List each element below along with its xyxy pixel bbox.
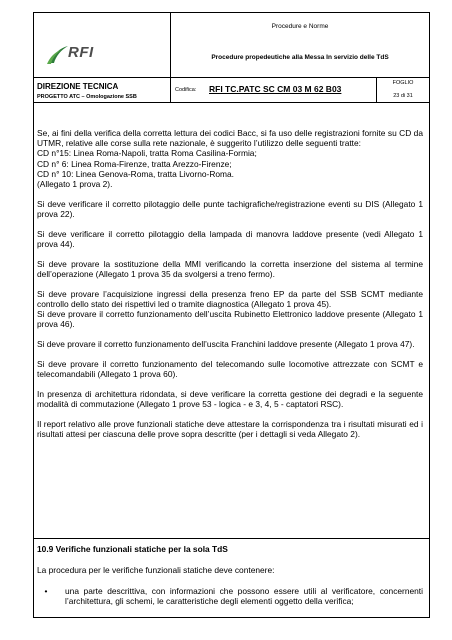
foglio-cell <box>376 77 430 103</box>
paragraph: Si deve verificare il corretto pilotaggio della lampada di manovra laddove presente (vedi Allegato 1 prova 44). <box>37 228 423 250</box>
direzione-cell <box>33 77 171 103</box>
direzione-title: DIREZIONE TECNICA <box>37 82 119 91</box>
paragraph: Si deve provare la sostituzione della MMI verificando la corretta inserzione del sistema al termine dell’operazione (Allegato 1 prova 35 da svolgersi a treno fermo). <box>37 258 423 280</box>
paragraph: CD n° 10: Linea Genova-Roma, tratta Livorno-Roma. <box>37 168 234 179</box>
list-item-text: una parte descrittiva, con informazioni che possono essere utili al verificatore, concernenti l’architettura, gli schemi, le caratteristiche degli elementi oggetto della verifica; <box>65 586 423 607</box>
logo-text: RFI <box>68 44 94 61</box>
procedure-label: Procedure e Norme <box>271 23 329 30</box>
paragraph: CD n°15: Linea Roma-Napoli, tratta Roma Casilina-Formia; <box>37 148 257 159</box>
section-intro: La procedura per le verifiche funzionali statiche deve contenere: <box>37 565 275 575</box>
paragraph: Si deve verificare il corretto pilotaggio delle punte tachigrafiche/registrazione eventi su DIS (Allegato 1 prova 22). <box>37 198 423 220</box>
paragraph: Si deve provare il corretto funzionamento del telecomando sulle locomotive attrezzate con SCMT e telecomandabili (Allegato 1 prova 60). <box>37 359 423 380</box>
rfi-swoosh-icon <box>46 43 70 67</box>
bullet-icon: • <box>44 586 48 596</box>
codifica-cell <box>170 77 377 103</box>
rfi-logo <box>46 41 116 67</box>
paragraph: CD n° 6: Linea Roma-Firenze, tratta Arezzo-Firenze; <box>37 158 232 169</box>
paragraph: In presenza di architettura ridondata, si deve verificare la corretta gestione dei degradi e la seguente modalità di commutazione (Allegato 1 prove 53 - logica - e 3, 4, 5 - captatori RSC). <box>37 389 423 410</box>
section-divider <box>33 538 430 539</box>
paragraph: Il report relativo alle prove funzionali statiche deve attestare la corrispondenza tra i risultati misurati ed i risultati attesi per ciascuna delle prove sopra descritte (per i dettagli si veda Allegato 2). <box>37 419 423 440</box>
procedure-cell <box>170 12 430 78</box>
document-header <box>33 12 430 102</box>
paragraph: Se, ai fini della verifica della corretta lettura dei codici Bacc, si fa uso delle registrazioni fornite su CD da UTMR, relative alle corse sulla rete nazionale, è suggerito l’utilizzo delle seguenti tratte: <box>37 128 423 149</box>
foglio-label: FOGLIO <box>392 80 414 86</box>
section-heading: 10.9 Verifiche funzionali statiche per la sola TdS <box>37 544 228 554</box>
codifica-value: RFI TC.PATC SC CM 03 M 62 B03 <box>209 84 342 94</box>
progetto-subtitle: PROGETTO ATC – Omologazione SSB <box>37 94 137 100</box>
logo-cell <box>33 12 171 78</box>
paragraph: (Allegato 1 prova 2). <box>37 179 113 190</box>
procedure-title: Procedure propedeutiche alla Messa In servizio delle TdS <box>211 54 389 61</box>
body-text <box>37 128 423 449</box>
codifica-label: Codifica: <box>175 87 197 93</box>
paragraph: Si deve provare l’acquisizione ingressi della presenza freno EP da parte del SSB SCMT mediante controllo dello stato dei rispettivi led o tramite diagnostica (Allegato 1 prova 45). <box>37 288 423 310</box>
paragraph: Si deve provare il corretto funzionamento dell’uscita Franchini laddove presente (Allegato 1 prova 47). <box>37 339 415 350</box>
foglio-value: 23 di 31 <box>393 93 413 99</box>
paragraph: Si deve provare il corretto funzionamento dell’uscita Rubinetto Elettronico laddove presente (Allegato 1 prova 46). <box>37 309 423 330</box>
